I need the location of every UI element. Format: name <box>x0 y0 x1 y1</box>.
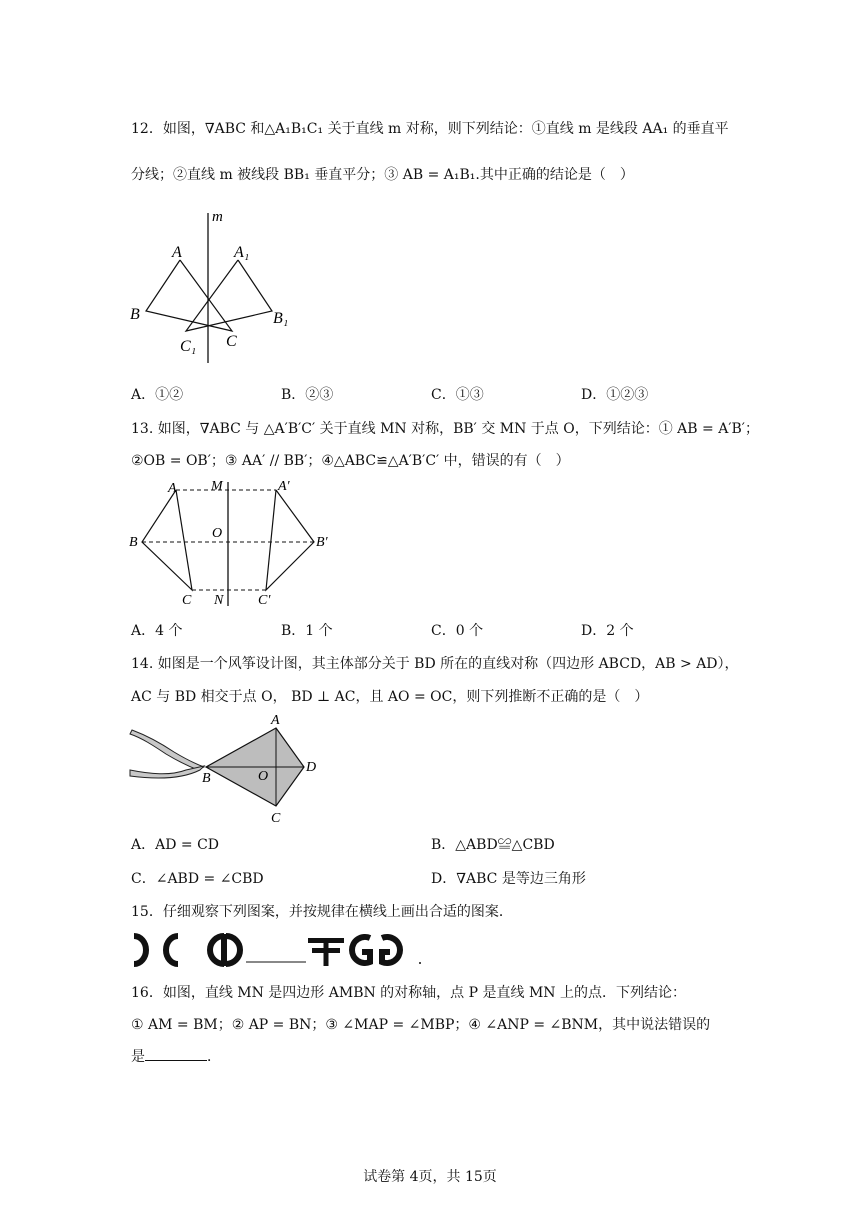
label-B: B <box>202 771 211 786</box>
pattern-4 <box>308 938 344 966</box>
q13-option-c[interactable]: C．0 个 <box>431 623 484 639</box>
q16-line1: 16．如图，直线 MN 是四边形 AMBN 的对称轴，点 P 是直线 MN 上的点．下列结论： <box>131 985 686 1001</box>
page-footer: 试卷第 4页，共 15页 <box>363 1169 497 1185</box>
label-C: C <box>271 811 281 826</box>
q14-line2: AC 与 BD 相交于点 O， BD ⊥ AC，且 AO = OC，则下列推断不正确的是（ ） <box>131 689 649 705</box>
label-A: A <box>271 713 280 728</box>
q12-option-d[interactable]: D．①②③ <box>581 387 649 403</box>
label-B: B <box>129 535 138 550</box>
pattern-2 <box>210 934 240 966</box>
label-M: M <box>211 479 223 494</box>
q14-option-a[interactable]: A．AD = CD <box>131 837 220 853</box>
q12-option-b[interactable]: B．②③ <box>281 387 334 403</box>
label-C-prime: C′ <box>258 593 271 608</box>
label-C: C <box>226 333 237 350</box>
q14-option-d[interactable]: D．∇ABC 是等边三角形 <box>431 871 586 887</box>
label-D: D <box>306 760 317 775</box>
q16-line3 <box>131 1046 221 1066</box>
q15-line1: 15．仔细观察下列图案，并按规律在横线上画出合适的图案． <box>131 904 513 920</box>
label-m: m <box>212 209 223 225</box>
label-A: A <box>172 244 182 261</box>
q14-option-c[interactable]: C．∠ABD = ∠CBD <box>131 871 264 887</box>
pattern-1 <box>134 936 178 964</box>
label-A-prime: A′ <box>278 479 290 494</box>
q14-option-b[interactable]: B．△ABD≌△CBD <box>431 837 555 853</box>
label-N: N <box>214 593 224 608</box>
label-C1: C₁ <box>180 338 197 355</box>
q12-line2: 分线；②直线 m 被线段 BB₁ 垂直平分；③ AB = A₁B₁.其中正确的结论是（ ） <box>131 167 634 183</box>
label-O: O <box>258 769 269 784</box>
q13-option-d[interactable]: D．2 个 <box>581 623 634 639</box>
q16-line2: ① AM = BM；② AP = BN；③ ∠MAP = ∠MBP；④ ∠ANP = ∠BNM，其中说法错误的 <box>131 1017 711 1033</box>
pattern-5 <box>352 937 400 963</box>
q16-line3-suffix: ． <box>207 1049 221 1065</box>
q13-option-b[interactable]: B．1 个 <box>281 623 333 639</box>
label-B1: B₁ <box>273 310 289 327</box>
q12-option-a[interactable]: A．①② <box>131 387 184 403</box>
label-B-prime: B′ <box>316 535 328 550</box>
label-A: A <box>168 481 177 496</box>
q12-figure <box>126 205 326 365</box>
q13-line1: 13. 如图，∇ABC 与 △A′B′C′ 关于直线 MN 对称，BB′ 交 MN 于点 O，下列结论：① AB = A′B′； <box>131 421 759 437</box>
label-C: C <box>182 593 192 608</box>
q16-line3-prefix: 是 <box>131 1049 145 1065</box>
q13-line2: ②OB = OB′；③ AA′ // BB′；④△ABC≌△A′B′C′ 中，错误的有（ ） <box>131 453 570 469</box>
q14-kite-figure <box>126 710 336 826</box>
q13-figure <box>126 476 346 610</box>
q15-pattern-figure <box>126 930 426 970</box>
q14-line1: 14. 如图是一个风筝设计图，其主体部分关于 BD 所在的直线对称（四边形 ABCD，AB > AD）， <box>131 656 739 672</box>
label-O: O <box>212 526 223 541</box>
answer-blank[interactable] <box>145 1048 207 1061</box>
label-B: B <box>130 306 140 323</box>
q12-line1: 12．如图，∇ABC 和△A₁B₁C₁ 关于直线 m 对称，则下列结论：①直线 m 是线段 AA₁ 的垂直平 <box>131 121 729 137</box>
q13-option-a[interactable]: A．4 个 <box>131 623 183 639</box>
label-A1: A₁ <box>234 244 250 261</box>
q12-option-c[interactable]: C．①③ <box>431 387 484 403</box>
